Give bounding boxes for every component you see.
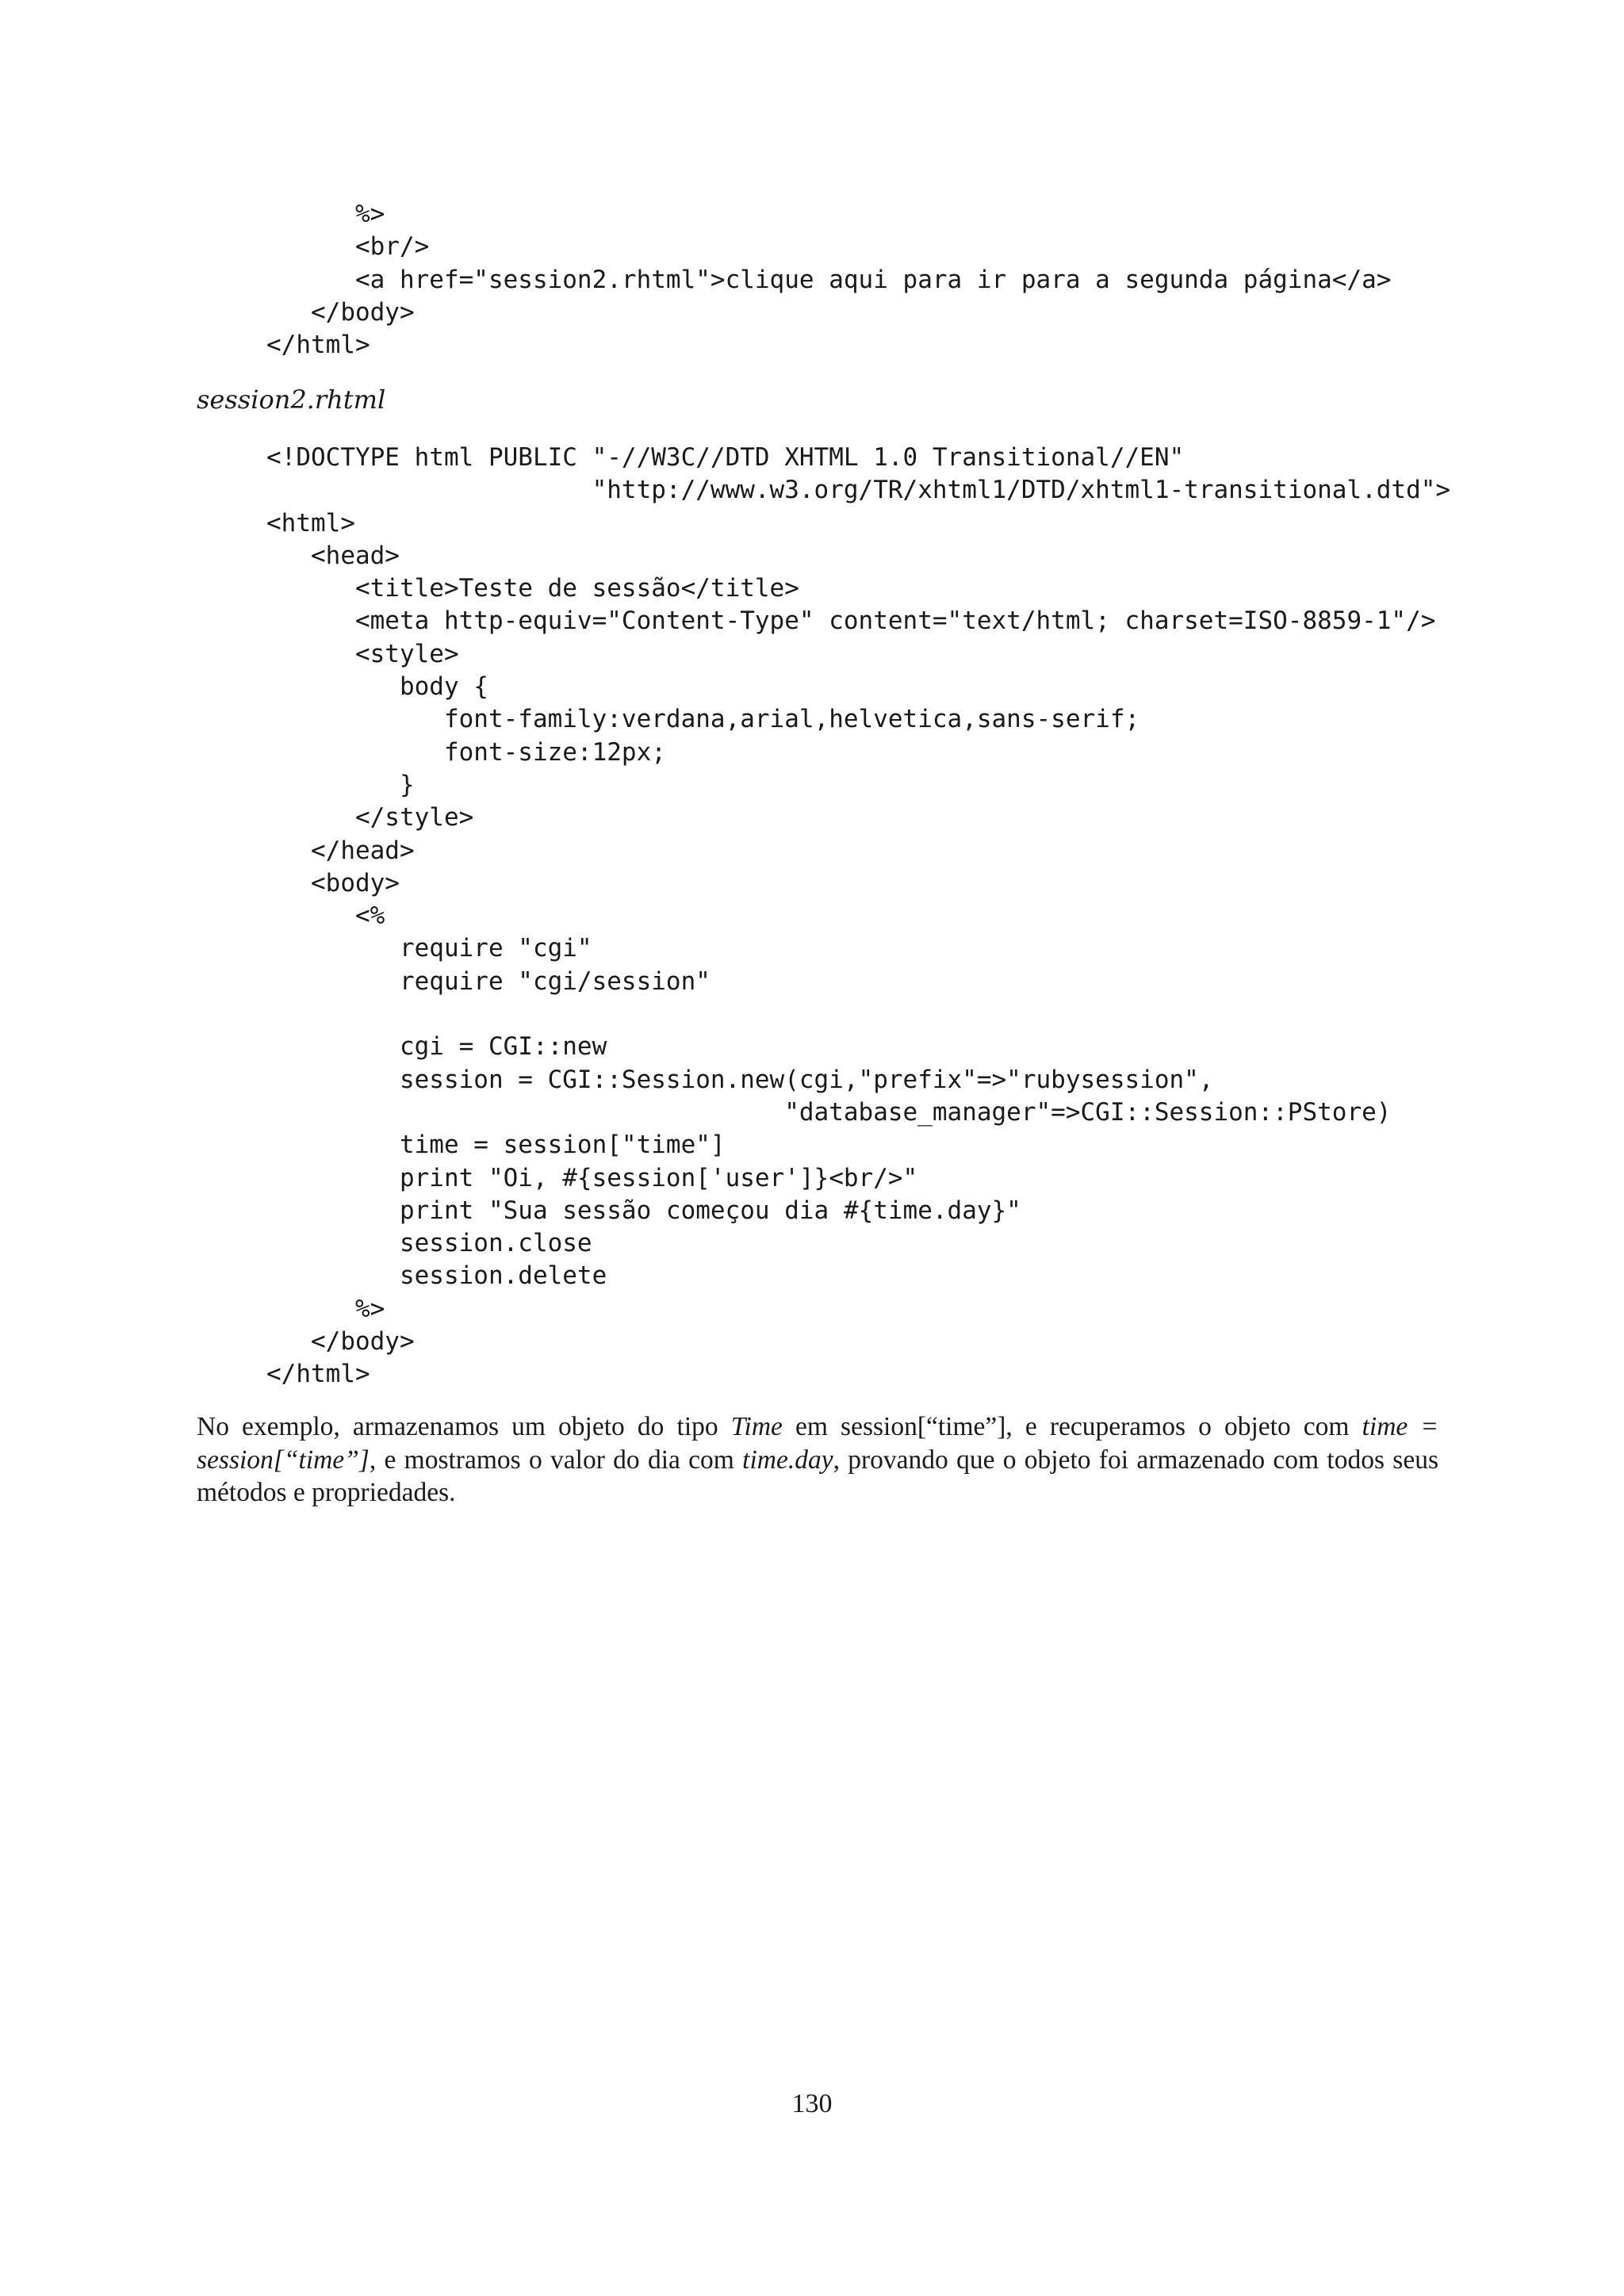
code-line: <br/> <box>266 232 430 262</box>
code-line: body { <box>266 672 488 702</box>
code-line: <a href="session2.rhtml">clique aqui para ir para a segunda página</a> <box>266 265 1392 294</box>
code-line: } <box>266 770 415 799</box>
code-listing-session2 <box>266 442 1450 1391</box>
code-line: require "cgi/session" <box>266 966 710 996</box>
paragraph-text: , provando que o objeto foi armazenado com todos seus métodos e propriedades. <box>197 1445 1438 1507</box>
page-number: 130 <box>791 2089 833 2118</box>
code-line: session.close <box>266 1229 592 1258</box>
code-line: "database_manager"=>CGI::Session::PStore) <box>266 1097 1392 1127</box>
code-line: %> <box>266 200 385 228</box>
code-line: <html> <box>266 508 355 538</box>
paragraph-text: em session[“time”], e recuperamos o objeto com <box>782 1412 1362 1441</box>
file-name-label: session2.rhtml <box>197 385 386 415</box>
code-line: </body> <box>266 297 415 327</box>
code-line: cgi = CGI::new <box>266 1032 607 1062</box>
code-line: print "Sua sessão começou dia #{time.day}" <box>266 1196 1021 1225</box>
paragraph-emphasis: Time <box>730 1412 783 1441</box>
code-line: %> <box>266 1294 385 1323</box>
code-line: <style> <box>266 639 459 668</box>
code-line: print "Oi, #{session['user']}<br/>" <box>266 1163 918 1192</box>
code-line: font-size:12px; <box>266 737 666 767</box>
code-line <box>266 998 1450 1031</box>
code-line: <head> <box>266 541 400 570</box>
code-line: require "cgi" <box>266 934 592 963</box>
paragraph-emphasis: time = session[“time”] <box>197 1412 1438 1475</box>
code-line: <body> <box>266 868 400 897</box>
paragraph-text: No exemplo, armazenamos um objeto do tipo <box>197 1412 731 1441</box>
body-paragraph <box>197 1410 1438 1510</box>
code-line: "http://www.w3.org/TR/xhtml1/DTD/xhtml1-transitional.dtd"> <box>266 476 1451 505</box>
code-line: <% <box>266 901 385 931</box>
code-line: <meta http-equiv="Content-Type" content="text/html; charset=ISO-8859-1"/> <box>266 607 1436 636</box>
code-line: </body> <box>266 1327 415 1357</box>
code-line: </style> <box>266 803 474 832</box>
code-line: </html> <box>266 331 370 360</box>
code-line: font-family:verdana,arial,helvetica,sans-serif; <box>266 705 1140 734</box>
code-line: </html> <box>266 1360 370 1389</box>
paragraph-text: , e mostramos o valor do dia com <box>369 1445 743 1475</box>
code-listing-continued <box>266 198 1391 362</box>
code-line: time = session["time"] <box>266 1131 726 1160</box>
code-line: session = CGI::Session.new(cgi,"prefix"=>"rubysession", <box>266 1065 1214 1094</box>
code-line: <title>Teste de sessão</title> <box>266 574 799 603</box>
code-line: session.delete <box>266 1261 607 1291</box>
paragraph-emphasis: time.day <box>742 1445 833 1475</box>
code-line: </head> <box>266 836 415 865</box>
code-line: <!DOCTYPE html PUBLIC "-//W3C//DTD XHTML 1.0 Transitional//EN" <box>266 443 1185 472</box>
